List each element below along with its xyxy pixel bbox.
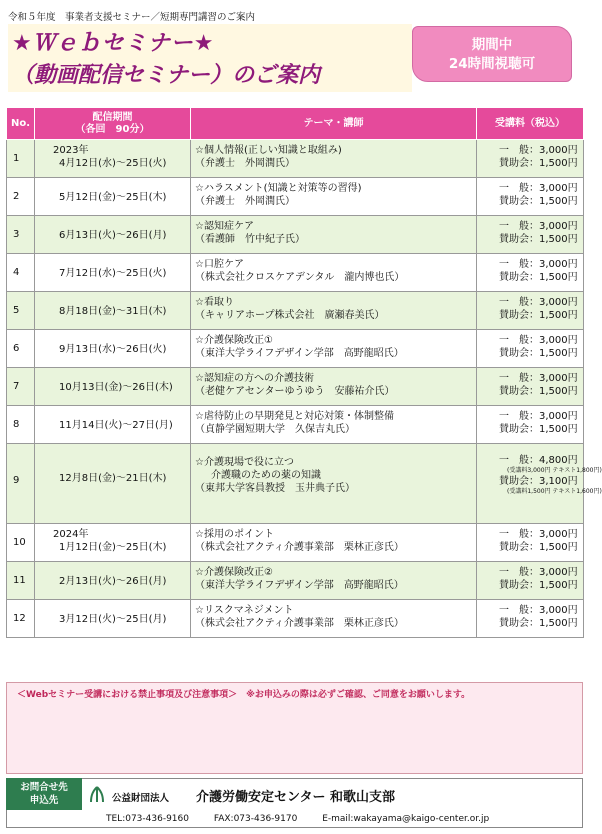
theme-title: ☆認知症ケア [195,221,254,232]
phone-number: TEL:073-436-9160 [106,814,189,824]
fee-general: 一 般：4,800円 [499,455,578,466]
fee-general: 一 般：3,000円 [499,411,578,422]
table-row [7,600,584,638]
theme-title: ☆介護現場で役に立つ [195,457,294,468]
table-row [7,216,584,254]
fee-general: 一 般：3,000円 [499,605,578,616]
theme-title: ☆看取り [195,297,234,308]
row-period [35,406,191,444]
lecturer: （弁護士 外岡潤氏） [195,196,295,207]
row-dates: 3月12日(火)～25日(月) [59,614,167,625]
banner-line-1: 期間中 [471,37,513,53]
lecturer: （キャリアホープ株式会社 廣瀬春美氏） [195,310,385,321]
row-fee [477,330,584,368]
row-period [35,254,191,292]
fee-member: 賛助会：1,500円 [499,580,578,591]
row-number: 8 [7,406,35,444]
fee-member: 賛助会：1,500円 [499,618,578,629]
lecturer: （株式会社アクティ介護事業部 栗林正彦氏） [195,618,404,629]
row-theme [191,444,477,524]
row-number: 9 [7,444,35,524]
theme-title: ☆採用のポイント [195,529,274,540]
row-number: 7 [7,368,35,406]
theme-title: ☆介護保険改正① [195,335,273,346]
theme-subtitle: 介護職のための薬の知識 [211,470,321,481]
row-dates: 2月13日(火)～26日(月) [59,576,167,587]
lecturer: （看護師 竹中紀子氏） [195,234,305,245]
theme-title: ☆ハラスメント(知識と対策等の習得) [195,183,362,194]
row-dates: 9月13日(水)～26日(火) [59,344,167,355]
fee-member: 賛助会：1,500円 [499,542,578,553]
table-row [7,178,584,216]
fee-general: 一 般：3,000円 [499,183,578,194]
row-dates: 8月18日(金)～31日(木) [59,306,167,317]
row-year: 2023年 [53,145,89,156]
organization-logo-icon [88,786,106,804]
header-period-l2: （各回 90分） [75,123,150,135]
header-fee: 受講料（税込） [477,108,584,140]
row-period [35,562,191,600]
title-line-2: （動画配信セミナー）のご案内 [12,63,321,88]
viewing-period-banner [412,26,572,82]
fee-general: 一 般：3,000円 [499,297,578,308]
row-number: 4 [7,254,35,292]
fee-general: 一 般：3,000円 [499,373,578,384]
table-row [7,254,584,292]
fee-general: 一 般：3,000円 [499,145,578,156]
fax-number: FAX:073-436-9170 [213,814,298,824]
row-period [35,330,191,368]
fee-general-note: (受講料3,000円 テキスト1,800円) [507,467,602,474]
theme-title: ☆リスクマネジメント [195,605,294,616]
lecturer: （東洋大学ライフデザイン学部 高野龍昭氏） [195,348,404,359]
fee-member: 賛助会：3,100円 [499,476,578,487]
fee-member: 賛助会：1,500円 [499,348,578,359]
theme-title: ☆認知症の方への介護技術 [195,373,314,384]
contact-label-l2: 申込先 [29,795,59,806]
row-dates: 1月12日(金)～25日(木) [59,542,167,553]
row-number: 5 [7,292,35,330]
theme-title: ☆介護保険改正② [195,567,273,578]
row-fee [477,216,584,254]
row-number: 1 [7,140,35,178]
lecturer: （老健ケアセンターゆうゆう 安藤祐介氏） [195,386,395,397]
row-theme [191,524,477,562]
row-fee [477,444,602,524]
lecturer: （貞静学園短期大学 久保吉丸氏） [195,424,355,435]
row-period [35,524,191,562]
row-dates: 4月12日(水)～25日(火) [59,158,167,169]
row-number: 6 [7,330,35,368]
table-row [7,140,584,178]
lecturer: （株式会社クロスケアデンタル 瀧内博也氏） [195,272,405,283]
row-theme [191,368,477,406]
row-period [35,178,191,216]
row-dates: 12月8日(金)～21日(木) [59,473,167,484]
row-number: 10 [7,524,35,562]
title-line-1: ★Ｗｅｂセミナー★ [12,31,215,56]
fee-general: 一 般：3,000円 [499,567,578,578]
row-period [35,216,191,254]
notice-heading: ＜Webセミナー受講における禁止事項及び注意事項＞ ※お申込みの際は必ずご確認、ご同意をお願いします。 [17,690,471,700]
row-theme [191,216,477,254]
contact-details [106,814,511,824]
organization-name: 介護労働安定センター 和歌山支部 [196,790,396,805]
theme-title: ☆個人情報(正しい知識と取組み) [195,145,342,156]
lecturer: （株式会社アクティ介護事業部 栗林正彦氏） [195,542,404,553]
theme-title: ☆虐待防止の早期発見と対応対策・体制整備 [195,411,394,422]
row-theme [191,292,477,330]
table-row [7,406,584,444]
top-line: 令和５年度 事業者支援セミナー／短期専門講習のご案内 [8,12,256,23]
row-fee [477,406,584,444]
header-no: No. [7,108,35,140]
table-header-row [7,108,584,140]
organization-type: 公益財団法人 [112,793,170,804]
fee-member: 賛助会：1,500円 [499,158,578,169]
fee-general: 一 般：3,000円 [499,335,578,346]
header-theme: テーマ・講師 [191,108,477,140]
fee-member-note: (受講料1,500円 テキスト1,600円) [507,488,602,495]
row-year: 2024年 [53,529,89,540]
row-theme [191,254,477,292]
table-row [7,562,584,600]
row-theme [191,406,477,444]
row-dates: 6月13日(火)～26日(月) [59,230,167,241]
row-number: 3 [7,216,35,254]
row-period [35,368,191,406]
table-row [7,524,584,562]
row-fee [477,562,584,600]
row-fee [477,254,584,292]
row-dates: 11月14日(火)～27日(月) [59,420,173,431]
row-dates: 7月12日(水)～25日(火) [59,268,167,279]
row-fee [477,292,584,330]
row-fee [477,140,584,178]
seminar-schedule-table [6,107,602,638]
row-theme [191,178,477,216]
header-period-l1: 配信期間 [92,111,133,123]
table-row [7,292,584,330]
fee-general: 一 般：3,000円 [499,259,578,270]
row-theme [191,600,477,638]
row-number: 11 [7,562,35,600]
contact-label [6,778,82,810]
lecturer: （東邦大学客員教授 玉井典子氏） [195,483,355,494]
fee-general: 一 般：3,000円 [499,529,578,540]
row-dates: 5月12日(金)～25日(木) [59,192,167,203]
fee-member: 賛助会：1,500円 [499,310,578,321]
row-theme [191,562,477,600]
table-row [7,444,584,524]
lecturer: （東洋大学ライフデザイン学部 高野龍昭氏） [195,580,404,591]
row-period [35,292,191,330]
fee-member: 賛助会：1,500円 [499,424,578,435]
table-row [7,330,584,368]
row-number: 12 [7,600,35,638]
row-fee [477,524,584,562]
banner-line-2: 24時間視聴可 [448,56,536,72]
fee-general: 一 般：3,000円 [499,221,578,232]
row-theme [191,330,477,368]
fee-member: 賛助会：1,500円 [499,272,578,283]
prohibited-items-notice [6,682,583,774]
row-fee [477,368,584,406]
row-dates: 10月13日(金)～26日(木) [59,382,173,393]
row-theme [191,140,477,178]
fee-member: 賛助会：1,500円 [499,386,578,397]
fee-member: 賛助会：1,500円 [499,234,578,245]
row-number: 2 [7,178,35,216]
row-fee [477,178,584,216]
row-period [35,444,191,524]
lecturer: （弁護士 外岡潤氏） [195,158,295,169]
row-period [35,140,191,178]
theme-title: ☆口腔ケア [195,259,244,270]
contact-label-l1: お問合せ先 [20,782,68,793]
row-period [35,600,191,638]
email-link[interactable]: E-mail:wakayama@kaigo-center.or.jp [322,814,490,824]
row-fee [477,600,584,638]
table-row [7,368,584,406]
fee-member: 賛助会：1,500円 [499,196,578,207]
header-period [35,108,191,140]
